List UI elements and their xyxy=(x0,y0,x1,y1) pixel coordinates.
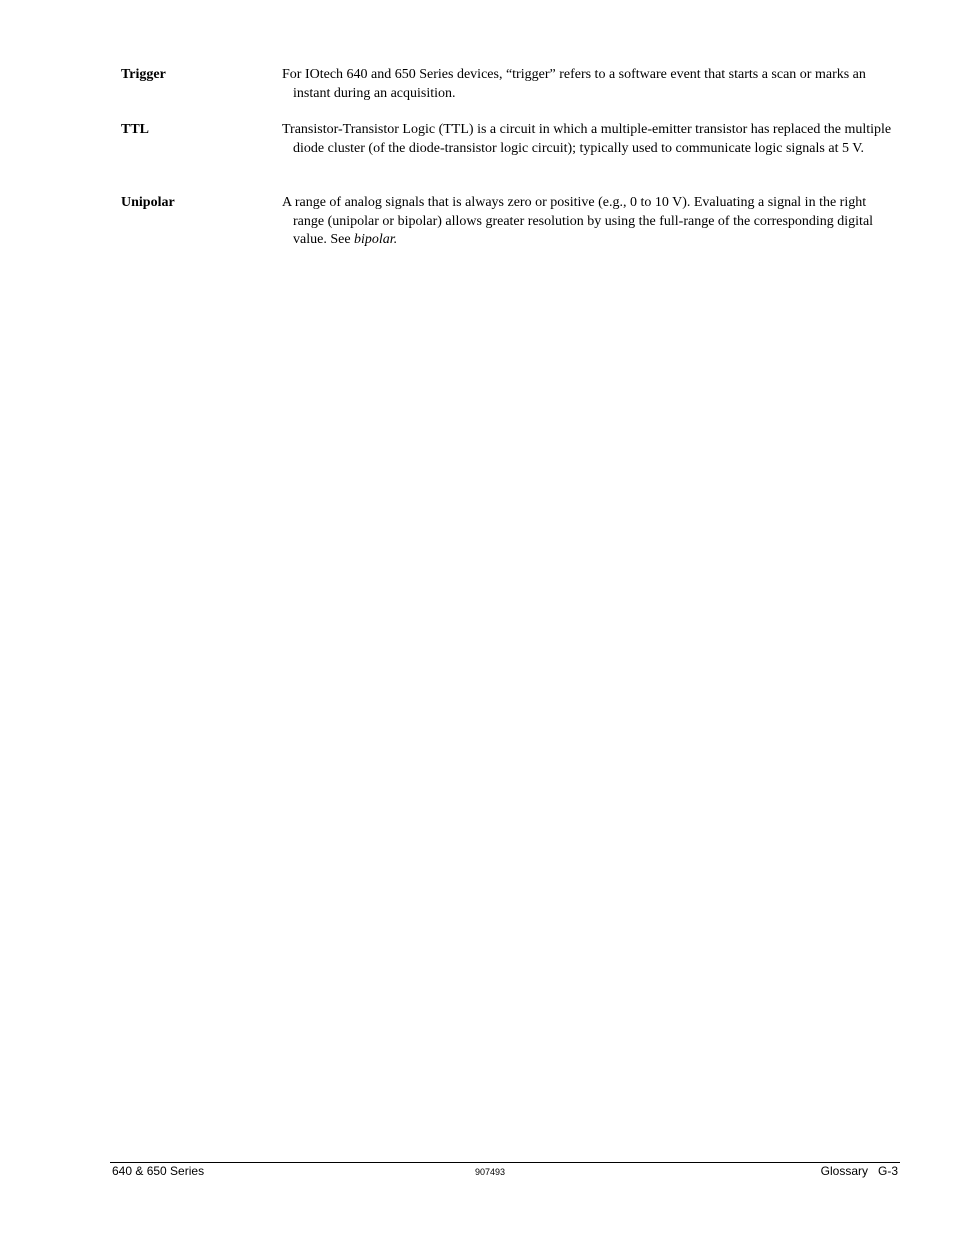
glossary-definition-text: A range of analog signals that is always zero or positive (e.g., 0 to 10 V). Evaluating a signal in the right range (unipolar or bipolar) allows greater resolution by using the full-range of the corresponding digital value. See xyxy=(282,195,874,247)
glossary-term: Trigger xyxy=(121,67,166,82)
footer-document-number: 907493 xyxy=(475,1167,506,1177)
glossary-definition: Transistor-Transistor Logic (TTL) is a circuit in which a multiple-emitter transistor has replaced the multiple diode cluster (of the diode-transistor logic circuit); typically used to communicate logic signals at 5 V. xyxy=(282,122,892,156)
glossary-term: TTL xyxy=(121,122,150,137)
footer-page-number: Glossary G-3 xyxy=(820,1164,898,1178)
page-footer xyxy=(110,1164,900,1180)
footer-product-name: 640 & 650 Series xyxy=(112,1164,205,1178)
glossary-term: Unipolar xyxy=(121,195,175,210)
cross-reference-link: bipolar. xyxy=(354,232,398,247)
glossary-definition xyxy=(282,194,899,250)
glossary-definition: For IOtech 640 and 650 Series devices, “trigger” refers to a software event that starts a scan or marks an instant during an acquisition. xyxy=(282,67,866,101)
footer-divider xyxy=(110,1162,900,1163)
